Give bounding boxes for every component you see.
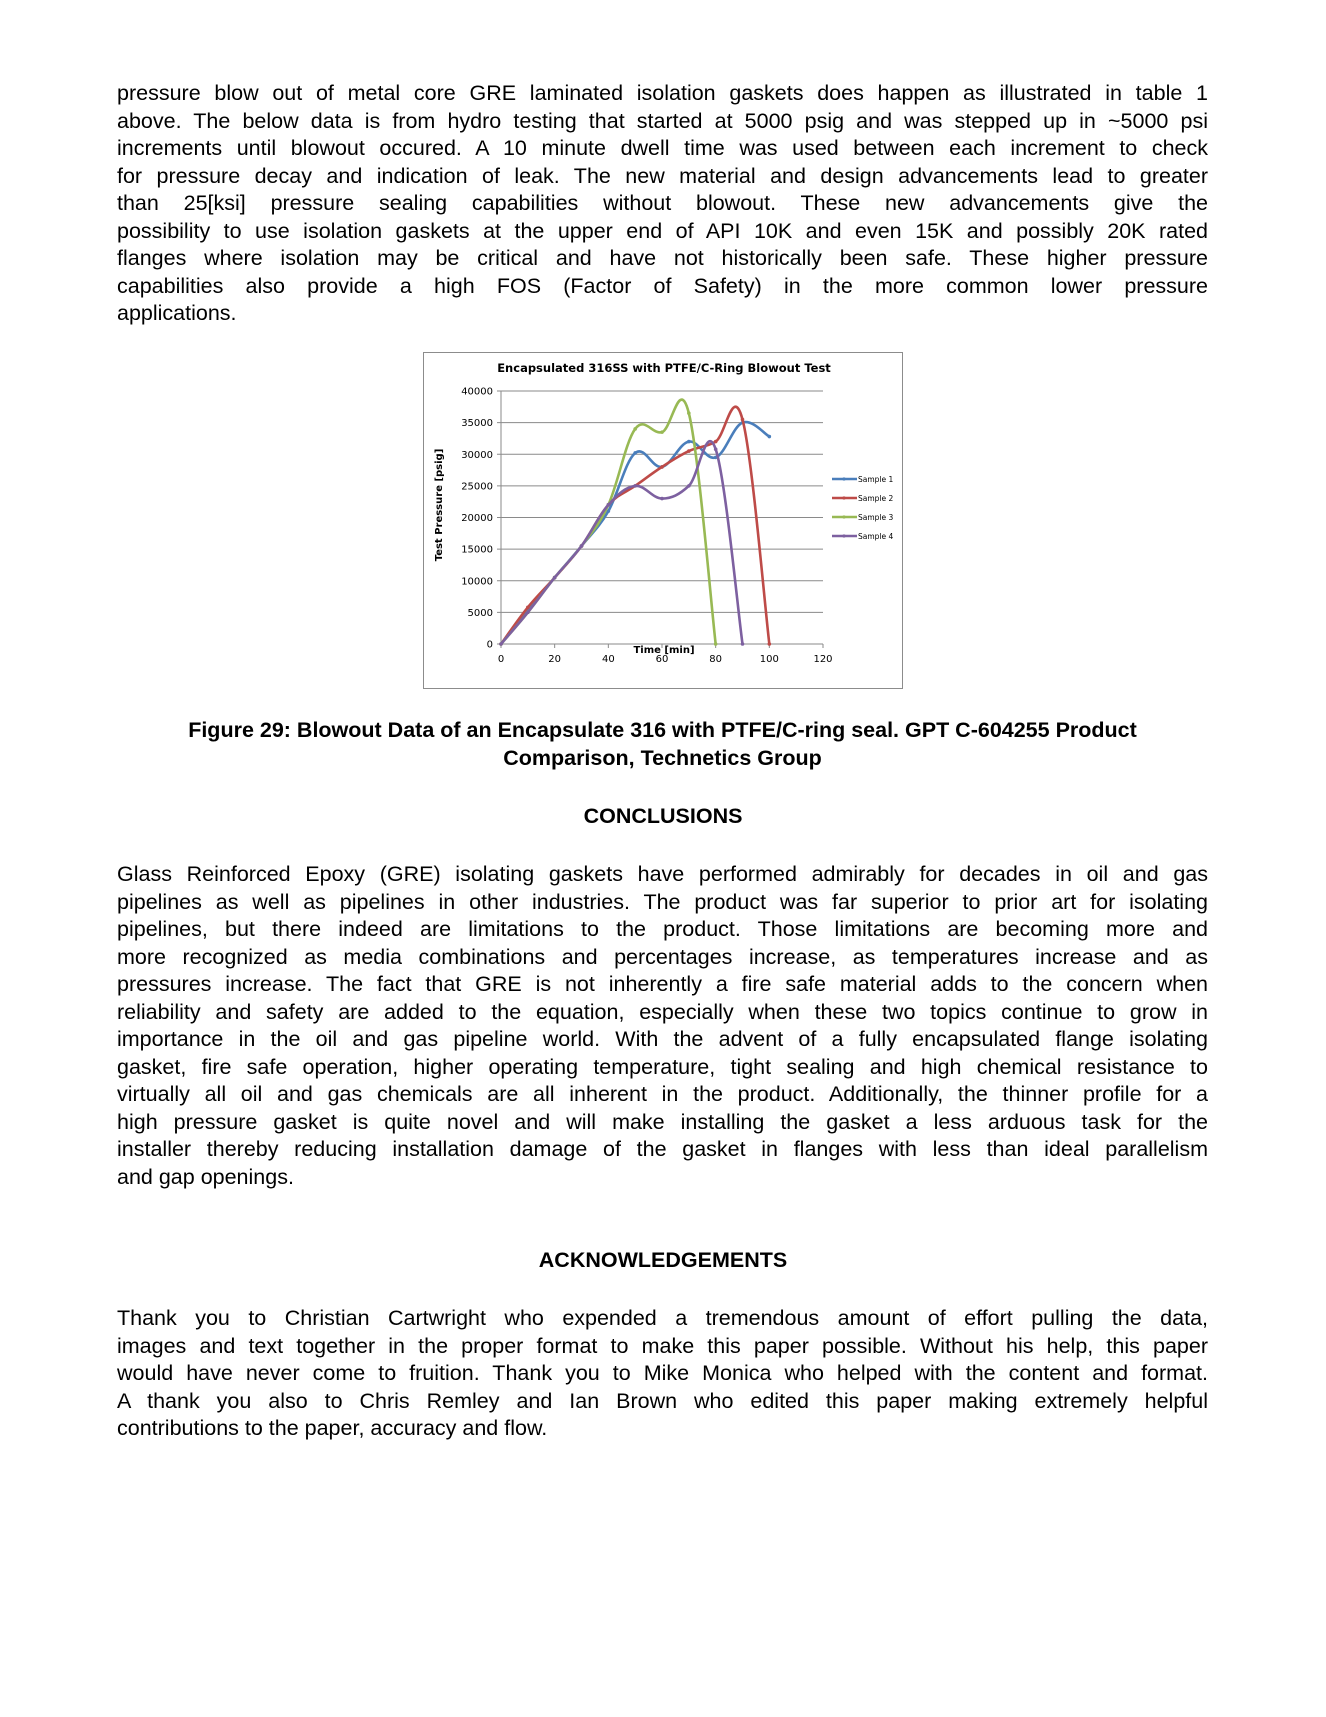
data-point-marker — [499, 642, 503, 646]
data-point-marker — [714, 642, 718, 646]
x-tick-label: 60 — [655, 654, 669, 665]
intro-paragraph — [117, 80, 1208, 328]
data-point-marker — [714, 447, 718, 451]
chart-gridlines — [497, 391, 823, 648]
chart-title: Encapsulated 316SS with PTFE/C-Ring Blowout Test — [497, 361, 831, 375]
text-line: reliability and safety are added to the equation, especially when these two topics continue to grow in — [117, 999, 1208, 1024]
data-point-marker — [741, 642, 745, 646]
data-point-marker — [633, 484, 637, 488]
y-tick-label: 10000 — [461, 576, 493, 588]
chart-legend — [832, 475, 894, 541]
text-line: increments until blowout occured. A 10 minute dwell time was used between each increment to check — [117, 136, 1208, 160]
text-line: pipelines, but there indeed are limitations to the product. Those limitations are becoming more and — [117, 917, 1208, 941]
blowout-test-chart — [423, 352, 903, 689]
text-line: importance in the oil and gas pipeline world. With the advent of a fully encapsulated flange isolating — [117, 1027, 1208, 1051]
legend-marker — [842, 534, 845, 537]
text-line: pressures increase. The fact that GRE is not inherently a fire safe material adds to the concern when — [117, 972, 1208, 996]
data-point-marker — [607, 503, 611, 507]
legend-label: Sample 4 — [858, 532, 894, 541]
data-point-marker — [714, 440, 718, 444]
text-line: capabilities also provide a high FOS (Factor of Safety) in the more common lower pressure — [117, 273, 1208, 298]
y-tick-label: 30000 — [461, 449, 493, 461]
y-axis-label: Test Pressure [psig] — [434, 448, 445, 562]
legend-label: Sample 3 — [858, 513, 894, 522]
data-point-marker — [660, 465, 664, 469]
data-point-marker — [526, 606, 530, 610]
legend-marker — [842, 477, 845, 480]
text-line: and gap openings. — [117, 1164, 294, 1189]
y-tick-label: 35000 — [461, 418, 493, 430]
caption-line: Comparison, Technetics Group — [503, 745, 822, 770]
data-point-marker — [687, 411, 691, 415]
y-tick-label: 15000 — [461, 544, 493, 556]
data-point-marker — [660, 430, 664, 434]
y-axis-ticks — [461, 387, 493, 651]
data-point-marker — [553, 576, 557, 580]
text-line: pressure blow out of metal core GRE laminated isolation gaskets does happen as illustrated in table 1 — [117, 81, 1208, 105]
text-line: Glass Reinforced Epoxy (GRE) isolating gaskets have performed admirably for decades in oil and gas — [117, 862, 1208, 886]
data-point-marker — [633, 427, 637, 431]
caption-line: Figure 29: Blowout Data of an Encapsulate 316 with PTFE/C-ring seal. GPT C-604255 Product — [188, 718, 1137, 742]
legend-label: Sample 2 — [858, 494, 894, 503]
data-point-marker — [687, 440, 691, 444]
data-point-marker — [580, 544, 584, 548]
chart-series — [499, 400, 771, 646]
legend-marker — [842, 515, 845, 518]
y-tick-label: 20000 — [461, 513, 493, 524]
y-tick-label: 0 — [486, 639, 493, 651]
line-chart — [424, 353, 904, 690]
y-tick-label: 40000 — [461, 386, 493, 398]
data-point-marker — [741, 418, 745, 422]
text-line: for pressure decay and indication of leak. The new material and design advancements lead to greater — [117, 163, 1208, 188]
data-point-marker — [633, 451, 637, 455]
text-line: Thank you to Christian Cartwright who expended a tremendous amount of effort pulling the data, — [117, 1306, 1208, 1330]
text-line: high pressure gasket is quite novel and will make installing the gasket a less arduous task for the — [117, 1109, 1208, 1134]
text-line: flanges where isolation may be critical and have not historically been safe. These higher pressure — [117, 246, 1208, 270]
conclusions-paragraph — [117, 861, 1208, 1191]
text-line: installer thereby reducing installation damage of the gasket in flanges with less than ideal parallelism — [117, 1137, 1208, 1161]
text-line: pipelines as well as pipelines in other industries. The product was far superior to prior art for isolating — [117, 889, 1208, 914]
text-line: than 25[ksi] pressure sealing capabilities without blowout. These new advancements give the — [117, 191, 1208, 215]
text-line: more recognized as media combinations and percentages increase, as temperatures increase and as — [117, 944, 1208, 969]
y-tick-label: 5000 — [467, 607, 493, 619]
x-tick-label: 0 — [497, 654, 505, 665]
conclusions-heading: CONCLUSIONS — [583, 804, 743, 828]
data-point-marker — [768, 435, 772, 439]
data-point-marker — [768, 642, 772, 646]
x-tick-label: 20 — [548, 654, 562, 665]
y-tick-label: 25000 — [461, 481, 493, 493]
data-point-marker — [687, 449, 691, 453]
text-line: virtually all oil and gas chemicals are all inherent in the product. Additionally, the thinner profile for a — [117, 1082, 1208, 1106]
figure-caption — [117, 717, 1208, 772]
acknowledgements-heading: ACKNOWLEDGEMENTS — [538, 1248, 788, 1272]
data-point-marker — [660, 497, 664, 501]
data-point-marker — [526, 611, 530, 615]
x-axis-label: Time [min] — [633, 645, 695, 656]
x-tick-label: 120 — [813, 654, 833, 665]
text-line: A thank you also to Chris Remley and Ian Brown who edited this paper making extremely helpful — [117, 1388, 1208, 1413]
text-line: above. The below data is from hydro testing that started at 5000 psig and was stepped up in ~5000 psi — [117, 108, 1208, 133]
legend-marker — [842, 496, 845, 499]
data-point-marker — [687, 484, 691, 488]
text-line: possibility to use isolation gaskets at the upper end of API 10K and even 15K and possibly 20K rated — [117, 218, 1208, 243]
legend-label: Sample 1 — [858, 475, 894, 484]
acknowledgements-paragraph — [117, 1305, 1208, 1443]
x-tick-label: 100 — [759, 654, 779, 665]
x-tick-label: 40 — [601, 654, 615, 665]
text-line: gasket, fire safe operation, higher operating temperature, tight sealing and high chemical resistance to — [117, 1054, 1208, 1079]
x-tick-label: 80 — [709, 654, 723, 665]
text-line: applications. — [117, 301, 237, 325]
text-line: images and text together in the proper format to make this paper possible. Without his help, this paper — [117, 1333, 1208, 1358]
text-line: contributions to the paper, accuracy and flow. — [117, 1416, 548, 1440]
text-line: would have never come to fruition. Thank you to Mike Monica who helped with the content and format. — [117, 1361, 1208, 1385]
